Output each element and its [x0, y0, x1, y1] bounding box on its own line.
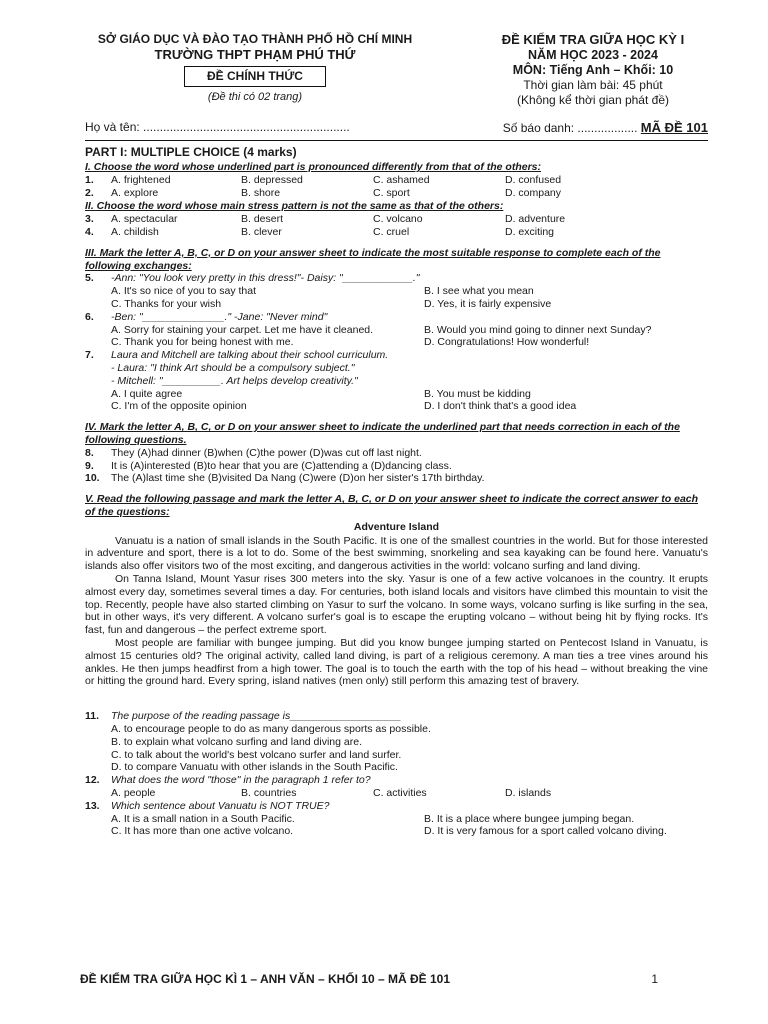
- option-a: A. to encourage people to do as many dangerous sports as possible.: [111, 722, 431, 735]
- option-a: A. It's so nice of you to say that: [111, 285, 256, 298]
- option-a: A. spectacular: [111, 213, 178, 226]
- option-b: B. to explain what volcano surfing and land diving are.: [111, 735, 362, 748]
- passage-paragraph-3: Most people are familiar with bungee jumping. But did you know bungee jumping started on Pentecost Island in Vanuatu, is almost 15 centuries old? The original activity, called land diving, is part of a religious ceremony. A man ties a tree vines around his ankles. He then jumps headfirst from a high tower. The goal is to touch the earth with the top of his head – without breaking the vine or hitting the ground hard. Every spring, island natives (men only) still perform this amazing test of bravery.: [85, 636, 708, 688]
- part-title: PART I: MULTIPLE CHOICE (4 marks): [85, 145, 297, 160]
- page-number: 1: [651, 972, 658, 986]
- name-field-label: Họ và tên: ..............................................................: [85, 119, 350, 134]
- question-text: It is (A)interested (B)to hear that you are (C)attending a (D)dancing class.: [111, 459, 452, 472]
- option-b: B. clever: [241, 226, 282, 239]
- school-name: TRƯỜNG THPT PHẠM PHÚ THỨ: [154, 46, 356, 62]
- question-5: [85, 272, 708, 285]
- option-d: D. It is very famous for a sport called volcano diving.: [424, 825, 667, 838]
- student-id-line: [85, 120, 708, 136]
- passage-paragraph-1: Vanuatu is a nation of small islands in the South Pacific. It is one of the smallest countries in the world. But for those interested in adventure and sport, there is a lot to do. Some of the best swimming, snorkeling and sea kayaking can be found here. Vanuatu's islands also offer visitors two of the most exciting, and dangerous activities in the world: volcano surfing and land diving.: [85, 534, 708, 573]
- exam-title: ĐỀ KIỂM TRA GIỮA HỌC KỲ I: [501, 32, 685, 47]
- option-a: A. I quite agree: [111, 387, 183, 400]
- question-7-options: [85, 388, 708, 414]
- school-block: [85, 32, 425, 108]
- option-d: D. Yes, it is fairly expensive: [424, 298, 552, 311]
- option-c: C. volcano: [373, 213, 423, 226]
- question-11-options: [85, 723, 708, 774]
- question-stem: What does the word "those" in the paragraph 1 refer to?: [111, 774, 371, 787]
- question-number: 7.: [85, 349, 94, 362]
- question-9: [85, 460, 708, 473]
- option-a: A. explore: [111, 186, 159, 199]
- question-number: 10.: [85, 472, 100, 485]
- option-d: D. I don't think that's a good idea: [424, 400, 577, 413]
- question-10: [85, 472, 708, 485]
- department-name: SỞ GIÁO DỤC VÀ ĐÀO TẠO THÀNH PHỐ HỒ CHÍ MINH: [97, 32, 413, 46]
- option-d: D. confused: [505, 173, 562, 186]
- question-1: [85, 174, 708, 187]
- passage-title: Adventure Island: [353, 520, 440, 533]
- option-b: B. desert: [241, 213, 284, 226]
- question-number: 9.: [85, 459, 94, 472]
- section-2-instruction: II. Choose the word whose main stress pattern is not the same as that of the others:: [85, 200, 504, 213]
- subject-line: MÔN: Tiếng Anh – Khối: 10: [512, 63, 674, 78]
- footer-text: ĐỀ KIỂM TRA GIỮA HỌC KÌ 1 – ANH VĂN – KHỐI 10 – MÃ ĐỀ 101: [80, 972, 451, 986]
- question-number: 13.: [85, 799, 100, 812]
- question-stem: The purpose of the reading passage is___________________: [111, 710, 402, 723]
- option-a: A. Sorry for staining your carpet. Let me have it cleaned.: [111, 323, 374, 336]
- option-c: C. activities: [373, 786, 427, 799]
- option-a: A. childish: [111, 226, 159, 239]
- header-divider: [85, 140, 708, 141]
- question-11: [85, 710, 708, 723]
- question-number: 8.: [85, 446, 94, 459]
- exam-code: MÃ ĐỀ 101: [640, 119, 708, 135]
- question-6: [85, 311, 708, 324]
- option-d: D. exciting: [505, 226, 555, 239]
- exam-header: [85, 32, 708, 108]
- question-stem: -Ben: "______________." -Jane: "Never mind": [111, 310, 328, 323]
- question-4: [85, 226, 708, 239]
- dialogue-line: - Mitchell: "__________. Art helps develop creativity.": [111, 374, 358, 387]
- question-13-options: [85, 813, 708, 839]
- question-stem: Which sentence about Vanuatu is NOT TRUE?: [111, 799, 330, 812]
- section-3-instruction: III. Mark the letter A, B, C, or D on your answer sheet to indicate the most suitable response to complete each of the following exchanges:: [85, 246, 661, 272]
- option-b: B. You must be kidding: [424, 387, 531, 400]
- official-label: ĐỀ CHÍNH THỨC: [184, 66, 326, 87]
- question-stem: Laura and Mitchell are talking about their school curriculum.: [111, 349, 389, 362]
- question-number: 3.: [85, 213, 94, 226]
- option-c: C. ashamed: [373, 173, 430, 186]
- option-b: B. shore: [241, 186, 281, 199]
- question-number: 6.: [85, 310, 94, 323]
- option-c: C. Thanks for your wish: [111, 298, 222, 311]
- question-number: 1.: [85, 173, 94, 186]
- id-field-label: Số báo danh: ..................: [502, 120, 638, 135]
- question-12-options: [85, 787, 708, 800]
- exam-info-block: [478, 32, 708, 108]
- option-b: B. countries: [241, 786, 297, 799]
- option-d: D. to compare Vanuatu with other islands in the South Pacific.: [111, 761, 398, 774]
- question-3: [85, 213, 708, 226]
- page-footer: [80, 972, 658, 987]
- question-2: [85, 187, 708, 200]
- option-c: C. cruel: [373, 226, 410, 239]
- question-text: They (A)had dinner (B)when (C)the power (D)was cut off last night.: [111, 446, 422, 459]
- question-7: [85, 349, 708, 362]
- question-6-options: [85, 324, 708, 350]
- option-a: A. frightened: [111, 173, 171, 186]
- section-5-instruction: V. Read the following passage and mark the letter A, B, C, or D on your answer sheet to indicate the correct answer to each of the questions:: [85, 493, 699, 519]
- time-line: Thời gian làm bài: 45 phút: [523, 78, 663, 93]
- option-d: D. company: [505, 186, 562, 199]
- option-a: A. people: [111, 786, 156, 799]
- question-13: [85, 800, 708, 813]
- school-year: NĂM HỌC 2023 - 2024: [528, 47, 658, 62]
- question-number: 5.: [85, 272, 94, 285]
- section-4-instruction: IV. Mark the letter A, B, C, or D on your answer sheet to indicate the underlined part that needs correction in each of the following questions.: [85, 421, 680, 447]
- section-1-instruction: I. Choose the word whose underlined part is pronounced differently from that of the others:: [85, 161, 542, 174]
- question-number: 11.: [85, 710, 100, 723]
- option-d: D. Congratulations! How wonderful!: [424, 336, 590, 349]
- option-b: B. Would you mind going to dinner next Sunday?: [424, 323, 652, 336]
- dialogue-line: - Laura: "I think Art should be a compulsory subject.": [111, 362, 355, 375]
- pages-note: (Đề thi có 02 trang): [207, 91, 303, 104]
- option-c: C. sport: [373, 186, 410, 199]
- option-b: B. It is a place where bungee jumping began.: [424, 812, 635, 825]
- question-text: The (A)last time she (B)visited Da Nang (C)were (D)on her sister's 17th birthday.: [111, 472, 485, 485]
- question-number: 12.: [85, 774, 100, 787]
- option-d: D. adventure: [505, 213, 566, 226]
- passage-paragraph-2: On Tanna Island, Mount Yasur rises 300 meters into the sky. Yasur is one of a few active volcanoes in the country. It erupts almost every day, sometimes several times a day. For centuries, both island locals and visitors have climbed this mountain to visit the top. Recently, people have also started climbing on Yasur to surf the volcano. In some ways, volcano surfing is like surfing in the sea, but in other ways, it's very different. A volcano surfer's goal is to escape the erupting volcano – without being hit by flying rocks. It's fast, fun and dangerous – the perfect extreme sport.: [85, 573, 708, 637]
- option-c: C. Thank you for being honest with me.: [111, 336, 294, 349]
- question-number: 4.: [85, 226, 94, 239]
- time-note: (Không kể thời gian phát đề): [517, 92, 669, 107]
- question-12: [85, 774, 708, 787]
- question-8: [85, 447, 708, 460]
- option-b: B. I see what you mean: [424, 285, 534, 298]
- option-d: D. islands: [505, 786, 552, 799]
- option-a: A. It is a small nation in a South Pacific.: [111, 812, 295, 825]
- option-c: C. It has more than one active volcano.: [111, 825, 294, 838]
- option-b: B. depressed: [241, 173, 303, 186]
- question-number: 2.: [85, 186, 94, 199]
- option-c: C. to talk about the world's best volcano surfer and land surfer.: [111, 748, 402, 761]
- option-c: C. I'm of the opposite opinion: [111, 400, 247, 413]
- question-stem: -Ann: "You look very pretty in this dress!"- Daisy: "____________.": [111, 272, 420, 285]
- question-5-options: [85, 285, 708, 311]
